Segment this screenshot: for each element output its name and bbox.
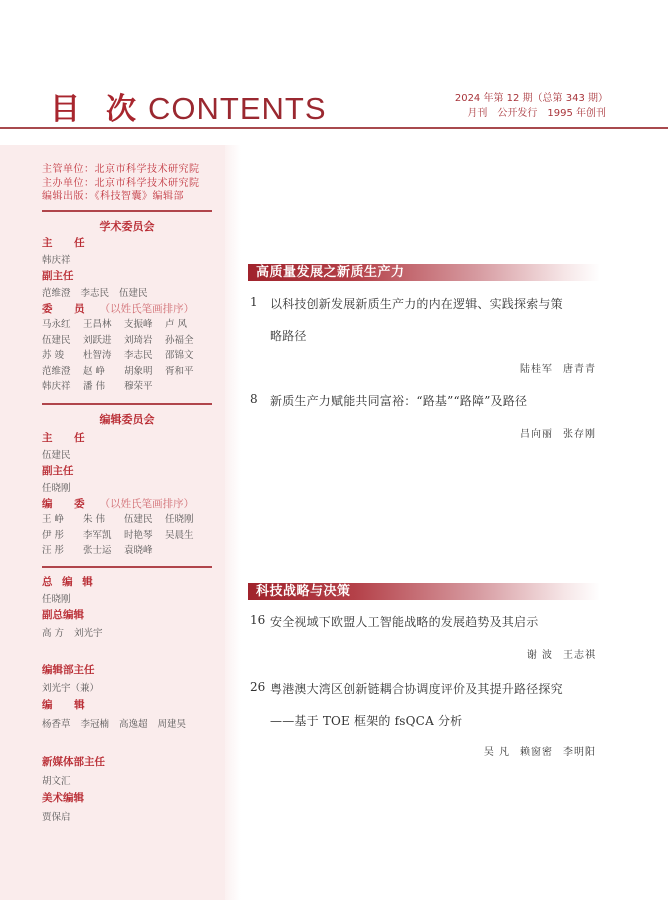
role-label: 主 任	[42, 432, 94, 444]
name: 马永红	[42, 319, 71, 330]
role-label: 编辑部主任	[42, 664, 95, 676]
names	[42, 625, 113, 639]
sidebar-fade	[225, 145, 241, 900]
member-row	[42, 543, 206, 559]
article-title-cont[interactable]: 略路径	[270, 329, 307, 343]
member-row	[42, 348, 206, 364]
role-label: 编 辑	[42, 699, 94, 711]
name: 苏 竣	[42, 350, 65, 361]
name: 袁晓峰	[124, 545, 153, 556]
name: 吴晨生	[165, 529, 194, 541]
member-row	[42, 364, 206, 380]
name: 伍建民	[42, 334, 71, 346]
name: 支振峰	[124, 319, 153, 330]
section-header	[248, 264, 600, 281]
academic-committee-title: 学术委员会	[99, 220, 155, 233]
name: 李冠楠	[80, 719, 110, 730]
name: 伍建民	[119, 288, 148, 299]
name: 王 峥	[42, 514, 65, 525]
names: 贾保启	[42, 812, 71, 823]
article-page[interactable]: 16	[250, 613, 266, 627]
org-sponsor: 主办单位：北京市科学技术研究院	[42, 177, 200, 189]
section-header	[248, 583, 600, 600]
author: 谢 波	[526, 650, 553, 661]
article-subtitle[interactable]: ——基于 TOE 框架的 fsQCA 分析	[270, 714, 463, 728]
role-label: 副主任	[42, 270, 74, 282]
role-label: 副总编辑	[42, 609, 84, 621]
founded: 1995 年创刊	[547, 108, 606, 119]
title-char-1: 目	[50, 92, 80, 127]
name: 邵锦文	[165, 350, 194, 361]
name: 刘光宇	[74, 628, 103, 639]
distribution: 公开发行	[497, 108, 538, 119]
names: 韩庆祥	[42, 255, 71, 266]
member-grid	[42, 512, 206, 559]
org-block	[42, 163, 212, 204]
frequency: 月刊	[467, 108, 488, 119]
role-label	[42, 496, 194, 511]
author: 吴 凡	[483, 747, 510, 758]
role-label: 美术编辑	[42, 792, 84, 804]
names: 胡文汇	[42, 776, 71, 787]
names	[42, 716, 196, 730]
name: 伍建民	[124, 514, 153, 525]
sidebar-divider	[42, 403, 212, 405]
author: 王志祺	[563, 650, 596, 661]
names: 伍建民	[42, 450, 71, 461]
author: 唐青青	[563, 364, 596, 375]
page-title	[50, 84, 327, 128]
members-label: 编 委	[42, 498, 94, 510]
name: 韩庆祥	[42, 381, 71, 392]
title-cn	[50, 84, 136, 128]
name: 穆荣平	[124, 381, 153, 392]
title-en: CONTENTS	[148, 91, 327, 126]
name: 刘跃进	[83, 334, 112, 346]
role-label: 新媒体部主任	[42, 756, 105, 768]
name: 胥和平	[165, 365, 194, 377]
name: 周建昊	[157, 719, 187, 730]
name: 赵 峥	[83, 365, 106, 377]
name: 范维澄	[42, 288, 71, 299]
member-row	[42, 528, 206, 544]
sort-note: （以姓氏笔画排序）	[99, 303, 195, 315]
author: 赖窗密	[520, 747, 553, 758]
name: 李志民	[80, 288, 110, 299]
name: 朱 伟	[83, 514, 106, 525]
title-char-2: 次	[106, 92, 136, 127]
editorial-committee-title: 编辑委员会	[99, 413, 155, 426]
article-page[interactable]: 26	[250, 680, 266, 694]
member-row	[42, 512, 206, 528]
sort-note: （以姓氏笔画排序）	[99, 498, 195, 510]
member-row	[42, 379, 206, 395]
issue-number: 2024 年第 12 期（总第 343 期）	[454, 93, 608, 104]
org-publisher: 编辑出版：《科技智囊》编辑部	[42, 191, 184, 202]
members-label: 委 员	[42, 303, 94, 315]
name: 孙福全	[165, 334, 194, 346]
name: 任晓刚	[165, 514, 194, 525]
article-page[interactable]: 1	[250, 295, 258, 309]
article-title[interactable]: 以科技创新发展新质生产力的内在逻辑、实践探索与策	[270, 297, 563, 311]
org-supervisor: 主管单位：北京市科学技术研究院	[42, 164, 200, 175]
name: 李军凯	[83, 529, 112, 541]
article-authors	[517, 646, 596, 661]
name: 潘 伟	[83, 381, 106, 392]
names: 刘光宇（兼）	[42, 683, 100, 694]
author: 陆桂军	[520, 364, 553, 375]
article-title[interactable]: 新质生产力赋能共同富裕：“路基”“路障”及路径	[270, 394, 528, 408]
name: 卢 风	[165, 319, 188, 330]
article-page[interactable]: 8	[250, 392, 258, 406]
name: 杨香草	[42, 719, 71, 730]
name: 杜智涛	[83, 350, 112, 361]
name: 汪 彤	[42, 545, 65, 556]
name: 刘琦岩	[124, 334, 153, 346]
name: 时艳琴	[124, 529, 153, 541]
author: 张存刚	[563, 429, 596, 440]
section-title: 科技战略与决策	[256, 584, 351, 599]
issue-info	[455, 91, 608, 121]
name: 王昌林	[83, 319, 112, 330]
sidebar-divider	[42, 210, 212, 212]
name: 高 方	[42, 628, 65, 639]
header-rule	[0, 127, 668, 129]
name: 胡象明	[124, 365, 153, 377]
names: 任晓刚	[42, 594, 71, 605]
name: 李志民	[124, 350, 153, 361]
sidebar-divider	[42, 566, 212, 568]
name: 高逸超	[119, 719, 148, 730]
article-authors	[474, 743, 596, 758]
author: 李明阳	[563, 747, 596, 758]
article-title[interactable]: 粤港澳大湾区创新链耦合协调度评价及其提升路径探究	[270, 682, 563, 696]
role-label	[42, 301, 194, 316]
role-label: 主 任	[42, 237, 94, 249]
name: 张士运	[83, 545, 112, 556]
section-title: 高质量发展之新质生产力	[256, 265, 405, 280]
name: 伊 彤	[42, 529, 65, 541]
issue-meta	[455, 106, 608, 121]
name: 范维澄	[42, 365, 71, 377]
role-label: 副主任	[42, 465, 74, 477]
role-label: 总 编 辑	[42, 576, 96, 588]
article-title[interactable]: 安全视域下欧盟人工智能战略的发展趋势及其启示	[270, 615, 539, 629]
names	[42, 285, 158, 299]
names: 任晓刚	[42, 483, 71, 494]
article-authors	[510, 360, 596, 375]
member-row	[42, 333, 206, 349]
member-grid	[42, 317, 206, 395]
article-authors	[510, 425, 596, 440]
author: 吕向丽	[520, 429, 553, 440]
member-row	[42, 317, 206, 333]
